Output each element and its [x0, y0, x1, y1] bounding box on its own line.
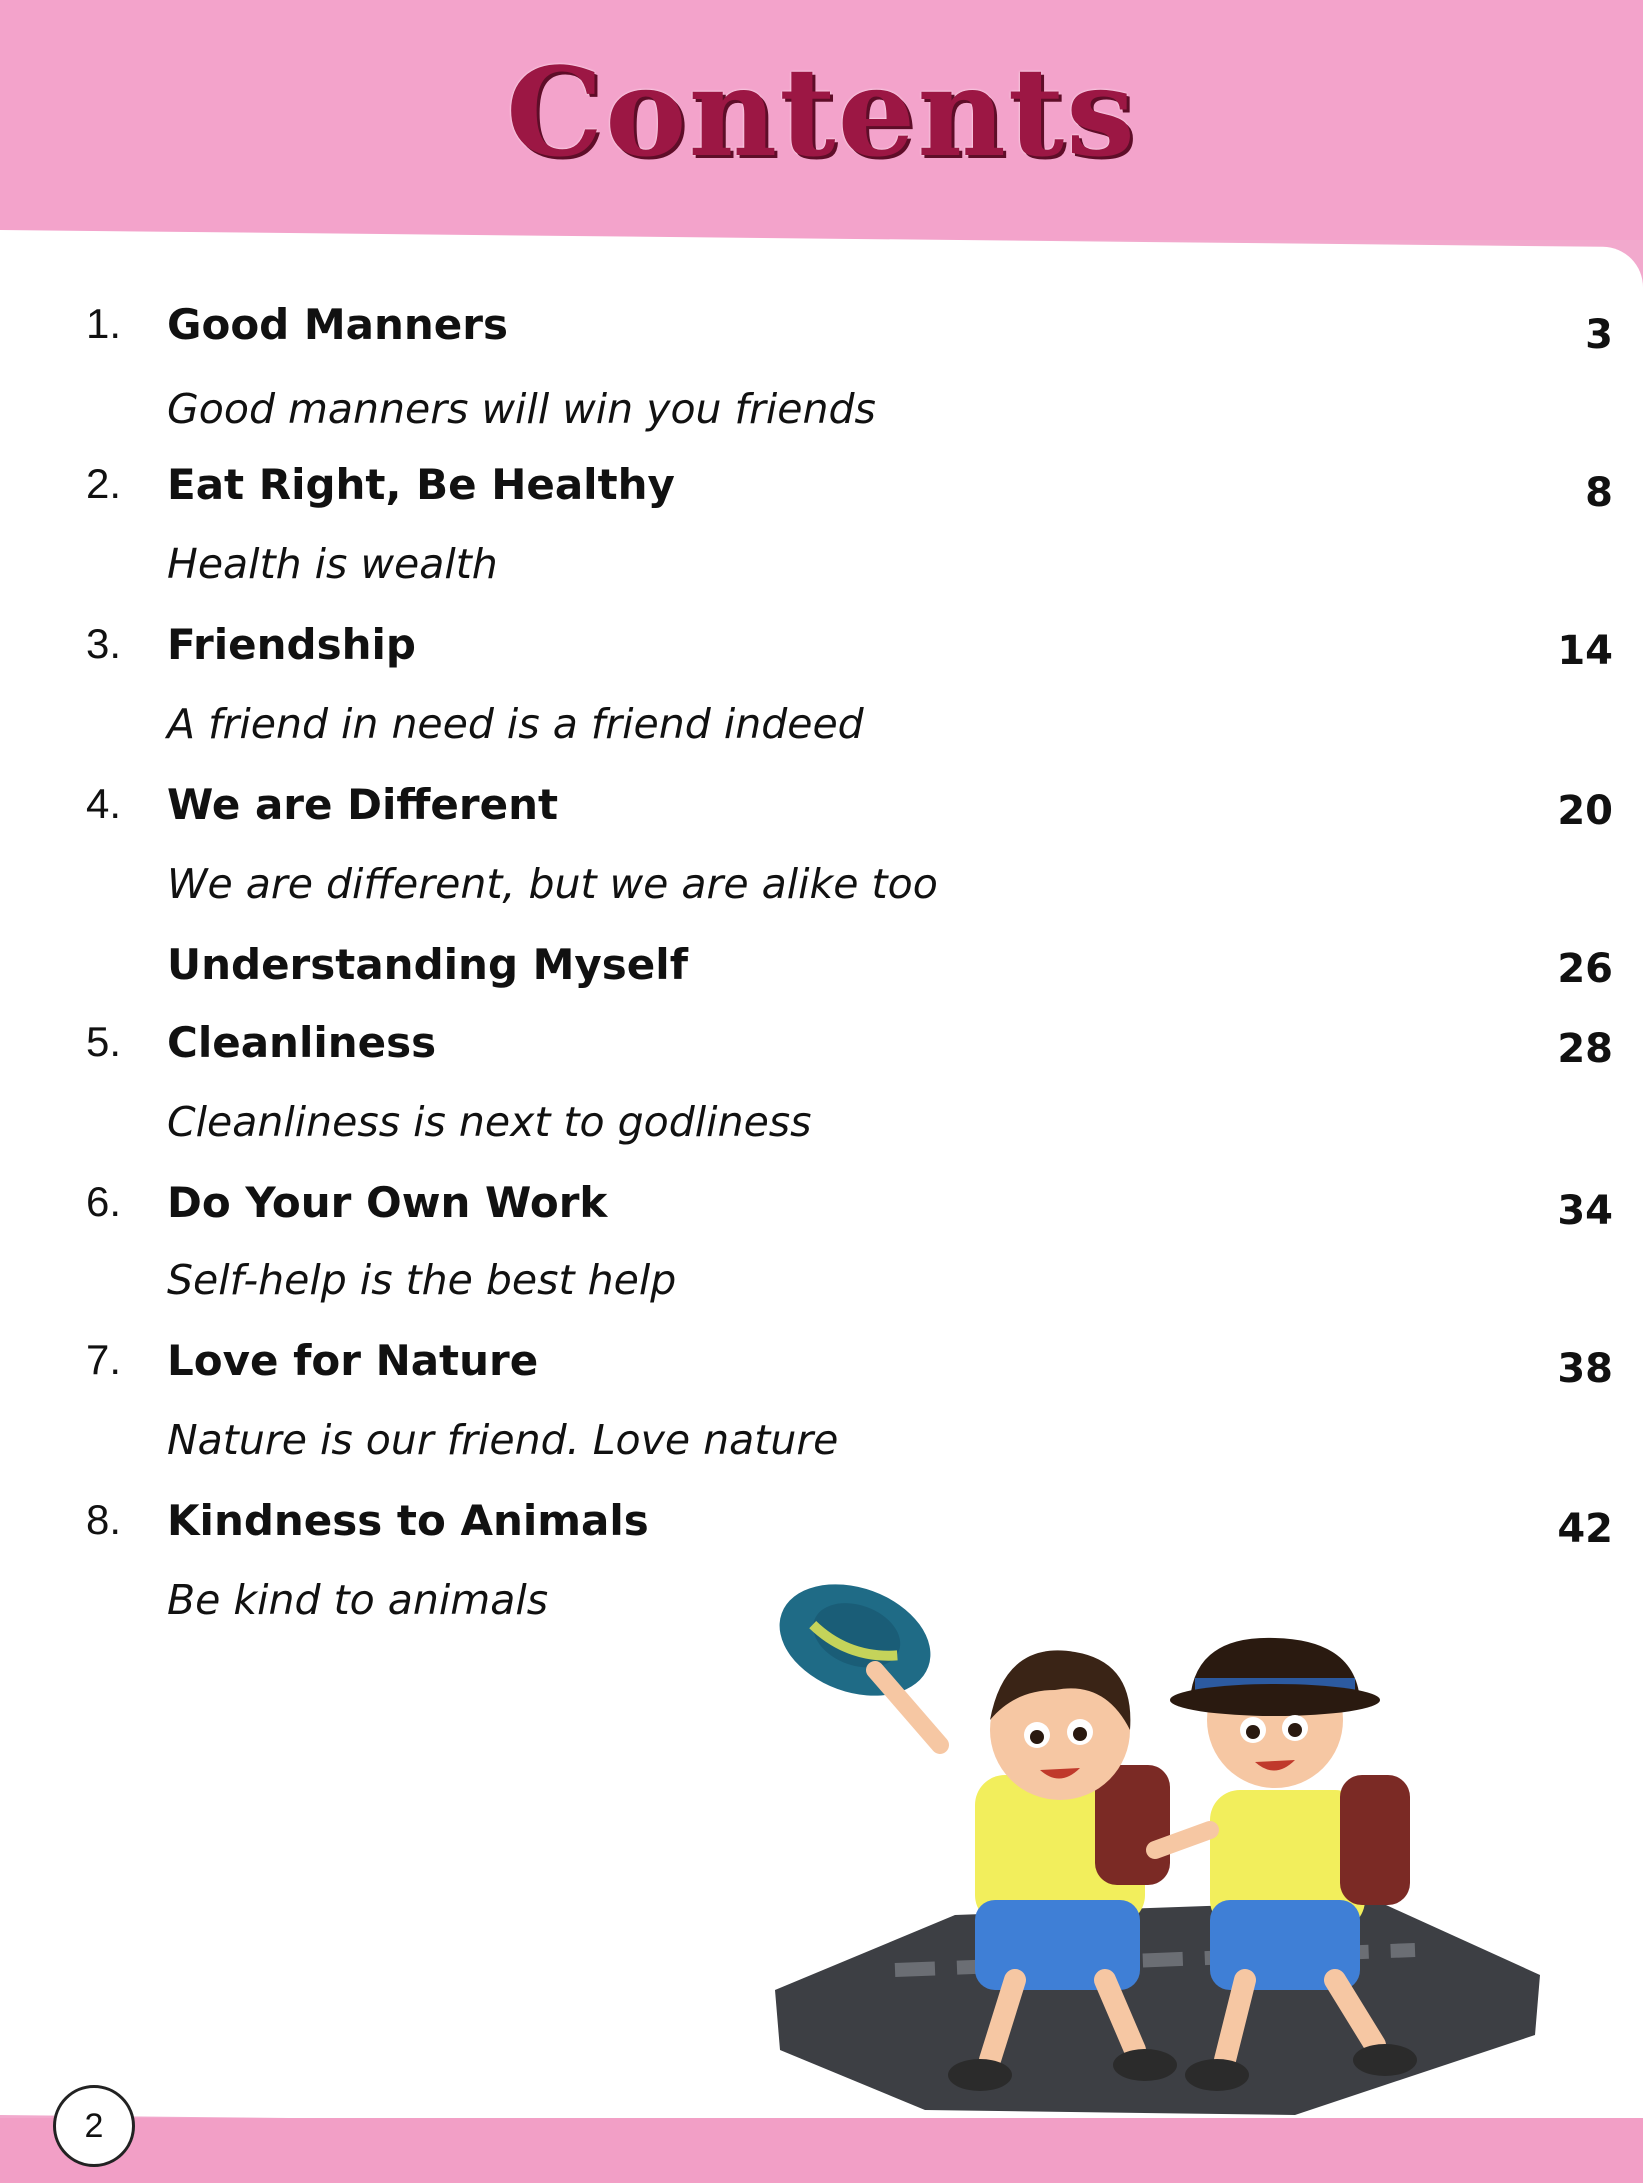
entry-number: 5.	[86, 1018, 122, 1065]
hat-icon	[775, 1580, 946, 1716]
chapter-motto: Self-help is the best help	[167, 1256, 677, 1304]
chapter-motto: Be kind to animals	[167, 1576, 549, 1624]
page-ref: 8	[1585, 470, 1613, 516]
page-number-badge: 2	[53, 2085, 135, 2167]
chapter-title[interactable]: Friendship	[167, 620, 416, 669]
page-ref: 14	[1557, 628, 1613, 674]
page-ref: 42	[1557, 1506, 1613, 1552]
two-children-walking-illustration	[775, 1580, 1555, 2120]
road-shape	[775, 1900, 1540, 2115]
entry-number: 4.	[86, 780, 122, 827]
chapter-motto: We are different, but we are alike too	[167, 860, 938, 908]
page-ref: 3	[1585, 312, 1613, 358]
chapter-title[interactable]: We are Different	[167, 780, 559, 829]
chapter-title[interactable]: Love for Nature	[167, 1336, 539, 1385]
chapter-motto: Health is wealth	[167, 540, 498, 588]
chapter-motto: A friend in need is a friend indeed	[167, 700, 864, 748]
chapter-title[interactable]: Understanding Myself	[167, 940, 688, 989]
chapter-title[interactable]: Cleanliness	[167, 1018, 437, 1067]
page-title: Contents	[506, 40, 1137, 184]
chapter-title[interactable]: Good Manners	[167, 300, 509, 349]
chapter-title[interactable]: Do Your Own Work	[167, 1178, 608, 1227]
entry-number: 7.	[86, 1336, 122, 1383]
page-ref: 38	[1557, 1346, 1613, 1392]
entry-number: 3.	[86, 620, 122, 667]
page-ref: 26	[1557, 946, 1613, 992]
entry-number: 2.	[86, 460, 122, 507]
chapter-motto: Good manners will win you friends	[167, 385, 876, 433]
entry-number: 8.	[86, 1496, 122, 1543]
page-ref: 34	[1557, 1188, 1613, 1234]
page-ref: 28	[1557, 1026, 1613, 1072]
chapter-motto: Cleanliness is next to godliness	[167, 1098, 812, 1146]
chapter-motto: Nature is our friend. Love nature	[167, 1416, 839, 1464]
footer-band	[0, 2118, 1643, 2183]
entry-number: 1.	[86, 300, 122, 347]
page-ref: 20	[1557, 788, 1613, 834]
entry-number: 6.	[86, 1178, 122, 1225]
chapter-title[interactable]: Kindness to Animals	[167, 1496, 649, 1545]
chapter-title[interactable]: Eat Right, Be Healthy	[167, 460, 675, 509]
